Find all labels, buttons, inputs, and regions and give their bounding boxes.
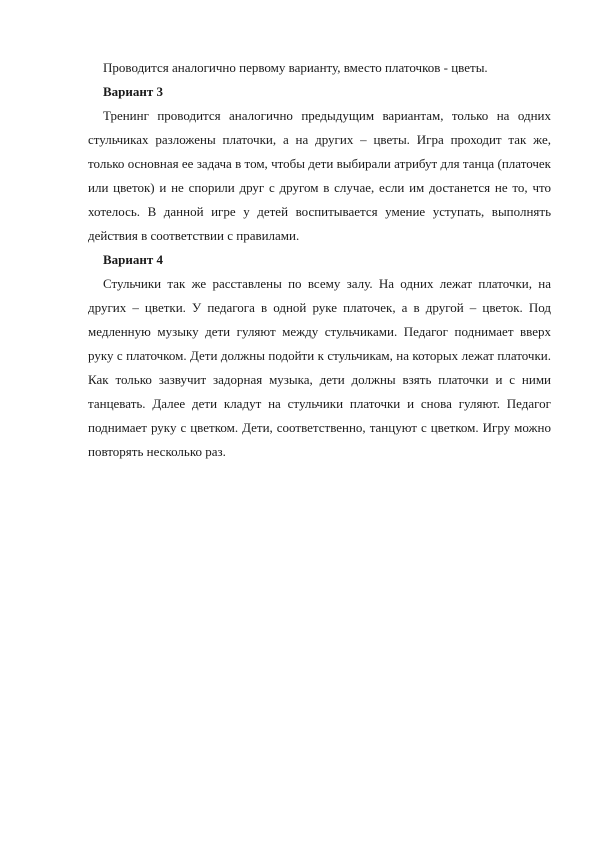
document-body (88, 56, 551, 464)
variant-4-paragraph: Стульчики так же расставлены по всему залу. На одних лежат платочки, на других – цветки. У педагога в одной руке платочек, а в другой – цветок. Под медленную музыку дети гуляют между стульчиками. Педагог поднимает вверх руку с платочком. Дети должны подойти к стульчикам, на которых лежат платочки. Как только зазвучит задорная музыка, дети должны взять платочки и с ними танцевать. Далее дети кладут на стульчики платочки и снова гуляют. Педагог поднимает руку с цветком. Дети, соответственно, танцуют с цветком. Игру можно повторять несколько раз. (88, 276, 551, 459)
intro-paragraph: Проводится аналогично первому варианту, вместо платочков - цветы. (103, 60, 488, 75)
variant-3-heading: Вариант 3 (103, 84, 164, 99)
variant-3-paragraph: Тренинг проводится аналогично предыдущим вариантам, только на одних стульчиках разложены платочки, а на других – цветы. Игра проходит так же, только основная ее задача в том, чтобы дети выбирали атрибут для танца (платочек или цветок) и не спорили друг с другом в случае, если им достанется не то, что хотелось. В данной игре у детей воспитывается умение уступать, выполнять действия в соответствии с правилами. (88, 108, 551, 243)
variant-4-heading: Вариант 4 (103, 252, 164, 267)
